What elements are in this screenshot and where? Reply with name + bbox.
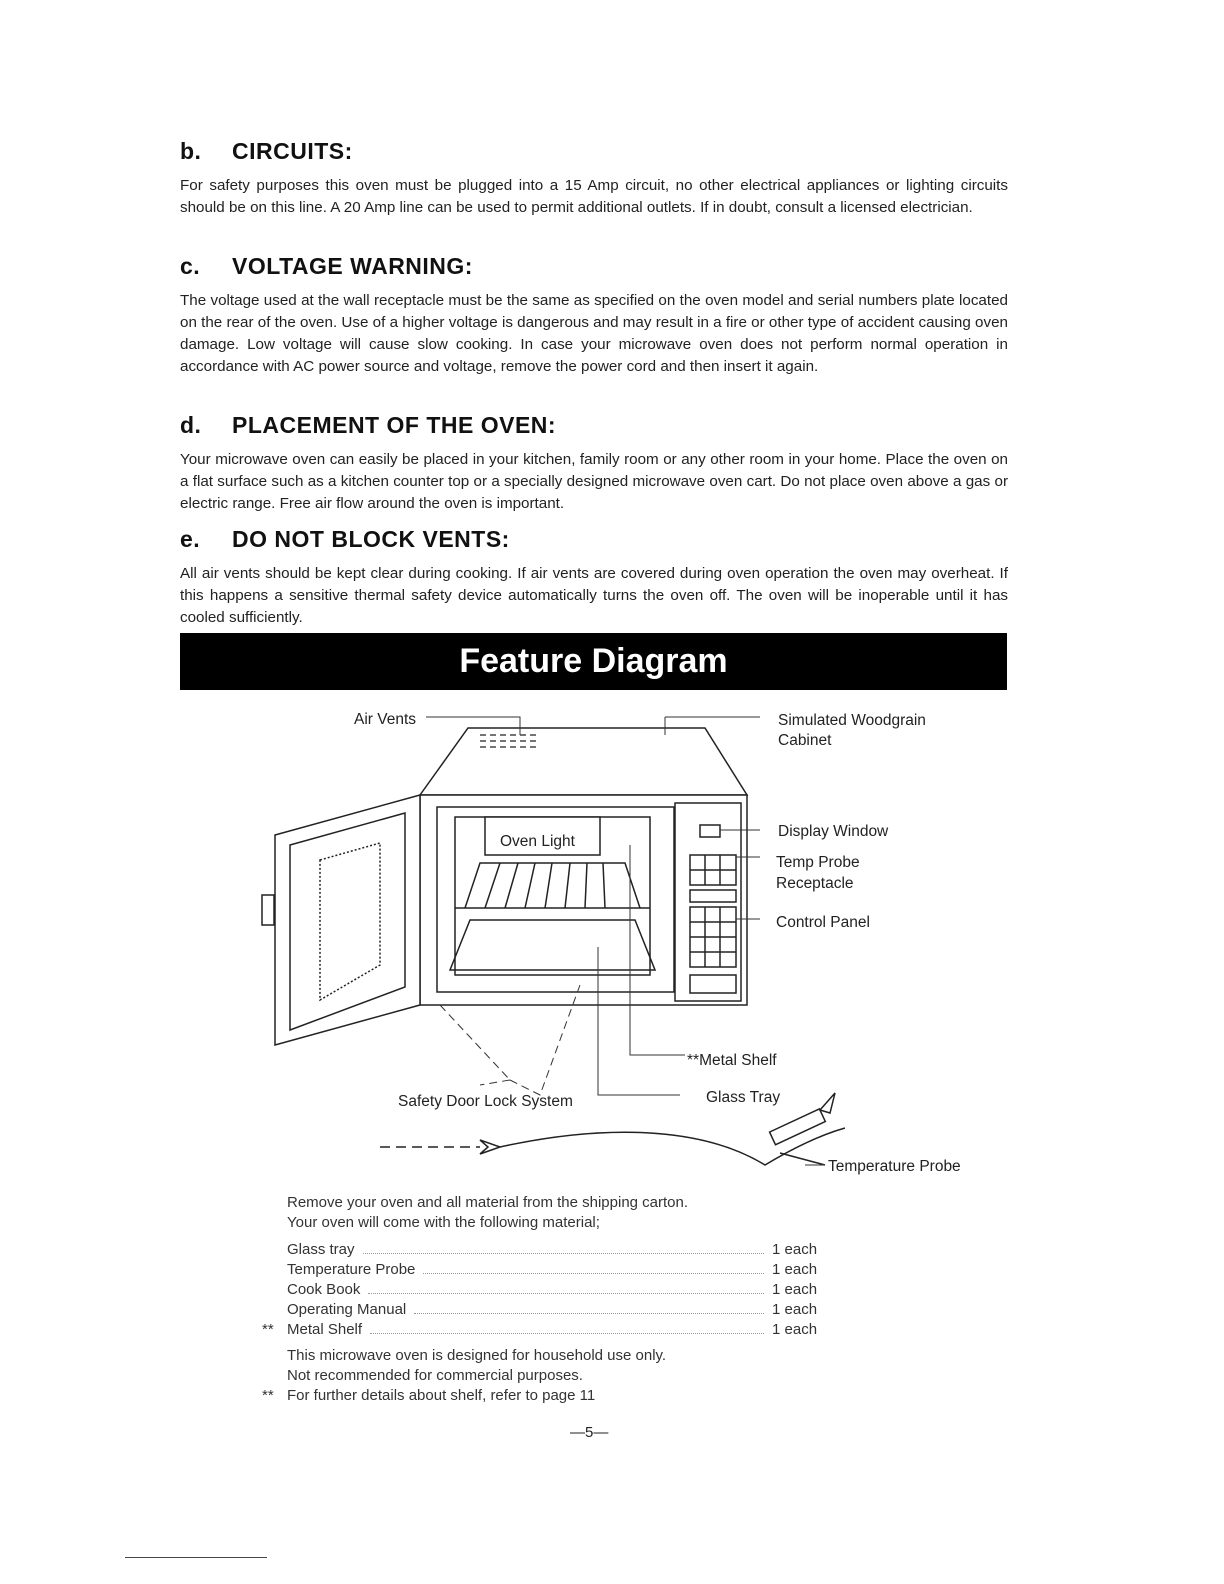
note-line <box>262 1366 666 1386</box>
note-mark: ** <box>262 1387 274 1404</box>
note-text: This microwave oven is designed for household use only. <box>287 1347 667 1364</box>
note-text: Not recommended for commercial purposes. <box>287 1367 583 1384</box>
cabinet-label-line1: Simulated Woodgrain <box>778 712 926 729</box>
item-mark: ** <box>262 1321 274 1338</box>
item-mark <box>262 1260 287 1280</box>
note-mark <box>262 1366 287 1386</box>
section-vents <box>180 526 1008 629</box>
item-qty: 1 each <box>772 1241 818 1258</box>
section-title: CIRCUITS: <box>232 138 353 164</box>
section-voltage-warning <box>180 253 1008 378</box>
section-title: DO NOT BLOCK VENTS: <box>232 526 510 552</box>
list-item <box>262 1240 822 1260</box>
item-mark <box>262 1300 287 1320</box>
leader-dots <box>368 1280 764 1294</box>
list-item <box>262 1320 822 1340</box>
leader-dots <box>423 1260 764 1274</box>
oven-light-label: Oven Light <box>500 833 575 850</box>
list-item <box>262 1300 822 1320</box>
section-placement <box>180 412 1008 515</box>
feature-diagram-banner: Feature Diagram <box>180 633 1007 690</box>
item-name: Temperature Probe <box>287 1261 416 1278</box>
leader-dots <box>414 1300 764 1314</box>
leader-dots <box>363 1240 764 1254</box>
control-panel-label: Control Panel <box>776 914 870 931</box>
item-qty: 1 each <box>772 1301 818 1318</box>
intro-line: Your oven will come with the following material; <box>287 1214 600 1231</box>
page-number: —5— <box>570 1424 609 1441</box>
leader-dots <box>370 1320 764 1334</box>
temperature-probe-label: Temperature Probe <box>828 1158 961 1175</box>
item-name: Cook Book <box>287 1281 361 1298</box>
footer-rule <box>125 1557 267 1558</box>
item-qty: 1 each <box>772 1261 818 1278</box>
metal-shelf-label: **Metal Shelf <box>687 1052 777 1069</box>
list-item <box>262 1260 822 1280</box>
intro-line: Remove your oven and all material from the shipping carton. <box>287 1194 689 1211</box>
item-name: Glass tray <box>287 1241 355 1258</box>
section-letter: b. <box>180 138 202 164</box>
section-text: All air vents should be kept clear during cooking. If air vents are covered during oven operation the oven may overheat. If this happens a sensitive thermal safety device automatically turns the oven off. The oven will be inoperable until it has cooled sufficiently. <box>180 565 1008 626</box>
section-text: Your microwave oven can easily be placed in your kitchen, family room or any other room in your home. Place the oven on a flat surface such as a kitchen counter top or a specially designed microwave oven cart. Do not place oven above a gas or electric range. Free air flow around the oven is important. <box>180 451 1008 512</box>
section-letter: d. <box>180 412 202 438</box>
microwave-feature-diagram <box>180 695 1000 1185</box>
note-text: For further details about shelf, refer to page 11 <box>287 1387 596 1404</box>
item-qty: 1 each <box>772 1321 818 1338</box>
list-item <box>262 1280 822 1300</box>
section-text: For safety purposes this oven must be plugged into a 15 Amp circuit, no other electrical appliances or lighting circuits should be on this line. A 20 Amp line can be used to permit additional outlets. If in doubt, consult a licensed electrician. <box>180 177 1008 216</box>
usage-notes <box>262 1346 666 1406</box>
item-name: Metal Shelf <box>287 1321 363 1338</box>
safety-door-lock-label: Safety Door Lock System <box>398 1093 573 1110</box>
unpacking-intro <box>287 1193 688 1233</box>
cabinet-label-line2: Cabinet <box>778 732 832 749</box>
included-materials-list <box>262 1240 822 1340</box>
note-mark <box>262 1346 287 1366</box>
item-mark <box>262 1280 287 1300</box>
section-letter: e. <box>180 526 201 552</box>
glass-tray-label: Glass Tray <box>706 1089 781 1106</box>
section-title: VOLTAGE WARNING: <box>232 253 473 279</box>
air-vents-label: Air Vents <box>354 711 417 728</box>
section-text: The voltage used at the wall receptacle must be the same as specified on the oven model and serial numbers plate located on the rear of the oven. Use of a higher voltage is dangerous and may result in a fire or other type of accident causing oven damage. Low voltage will cause slow cooking. In case your microwave oven does not perform normal operation in accordance with AC power source and voltage, remove the power cord and then insert it again. <box>180 292 1008 375</box>
note-line <box>262 1346 666 1366</box>
temp-probe-receptacle-label-line1: Temp Probe <box>776 854 860 871</box>
item-mark <box>262 1240 287 1260</box>
item-name: Operating Manual <box>287 1301 407 1318</box>
section-letter: c. <box>180 253 201 279</box>
section-circuits <box>180 138 1008 219</box>
note-line <box>262 1386 666 1406</box>
item-qty: 1 each <box>772 1281 818 1298</box>
temp-probe-receptacle-label-line2: Receptacle <box>776 875 854 892</box>
display-window-label: Display Window <box>778 823 889 840</box>
section-title: PLACEMENT OF THE OVEN: <box>232 412 557 438</box>
